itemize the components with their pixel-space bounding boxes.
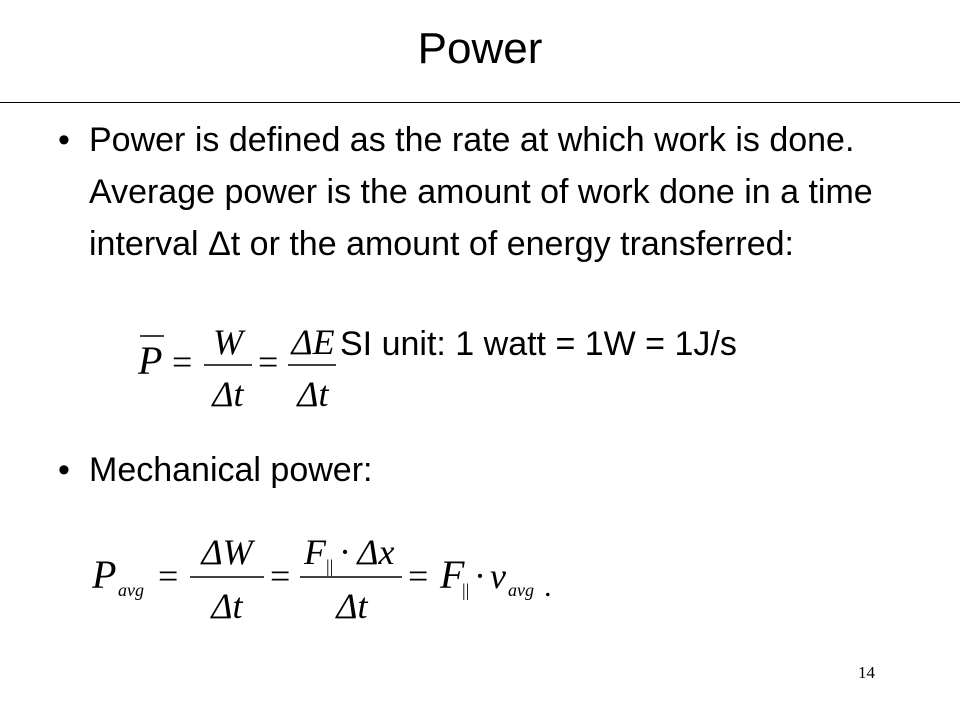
eq2-num2-sub: || (326, 556, 334, 576)
eq1-lhs: P (138, 338, 163, 383)
eq2-lhs: P (92, 552, 117, 597)
definition-part-1: Power is defined as the rate at which work is done. Average power is the amount of work done in a time interval (89, 121, 873, 263)
si-unit-text: SI unit: 1 watt = 1W = 1J/s (340, 325, 737, 363)
title-divider (0, 102, 960, 103)
eq2-den1: Δt (211, 586, 243, 626)
eq2-rhs-v: v (490, 556, 506, 596)
eq2-rhs-dot: · (474, 556, 486, 596)
bullet-marker: • (58, 451, 70, 489)
bullet-text-definition (89, 114, 889, 270)
slide-title: Power (417, 24, 543, 73)
eq2-rhs-v-sub: avg (508, 580, 534, 600)
eq2-num2-F: F (304, 532, 326, 572)
eq2-equals-2: = (270, 556, 291, 596)
average-power-equation (138, 316, 338, 416)
eq2-rhs-sub: || (462, 580, 470, 600)
eq2-num2-rest: · Δx (340, 532, 395, 572)
mechanical-power-equation (92, 528, 562, 628)
eq1-equals-1: = (172, 342, 193, 382)
eq2-equals-3: = (408, 556, 429, 596)
eq2-den2: Δt (336, 586, 368, 626)
delta-symbol: Δ (208, 225, 231, 263)
page-number: 14 (858, 663, 875, 682)
eq2-equals-1: = (158, 556, 179, 596)
eq1-num2: ΔE (291, 322, 335, 362)
bullet-marker: • (58, 121, 70, 159)
eq2-num1: ΔW (201, 532, 253, 572)
eq1-den2: Δt (297, 374, 329, 414)
eq1-equals-2: = (258, 342, 279, 382)
eq1-den1: Δt (212, 374, 244, 414)
eq2-lhs-sub: avg (118, 580, 144, 600)
eq2-rhs-F: F (440, 552, 465, 597)
definition-part-2: t or the amount of energy transferred: (230, 225, 794, 263)
bullet-text-mechanical: Mechanical power: (89, 451, 373, 489)
eq1-num1: W (213, 322, 243, 362)
eq2-period: . (544, 570, 552, 603)
